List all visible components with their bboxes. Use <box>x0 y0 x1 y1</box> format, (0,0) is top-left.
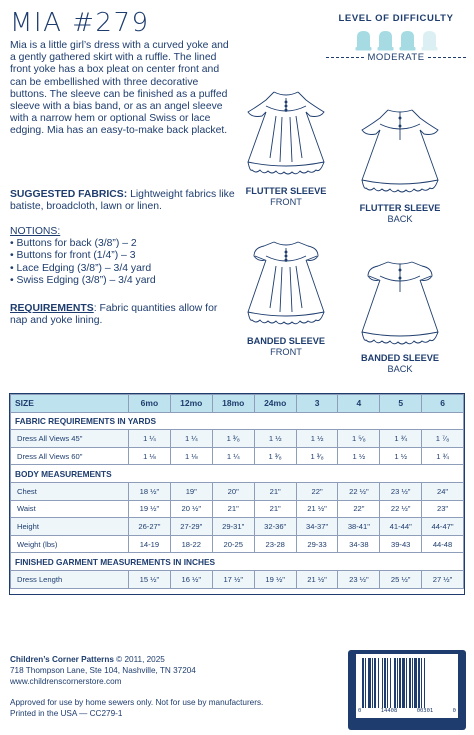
table-cell: 34-37" <box>296 518 338 536</box>
table-cell: 27-29" <box>170 518 212 536</box>
table-cell: 18-22 <box>170 535 212 553</box>
requirements-heading: REQUIREMENTS <box>10 303 94 314</box>
row-label: Weight (lbs) <box>11 535 129 553</box>
column-header: 6mo <box>129 395 171 413</box>
section-title: FABRIC REQUIREMENTS IN YARDS <box>11 412 464 430</box>
table-cell: 44-48 <box>422 535 464 553</box>
table-cell: 23 ½" <box>380 482 422 500</box>
table-row <box>11 570 464 588</box>
publisher-info <box>10 655 196 687</box>
difficulty-thimbles <box>326 29 466 51</box>
table-cell: 1 ⅛ <box>129 447 171 465</box>
view-label-flutter-back <box>348 203 452 224</box>
column-header: 6 <box>422 395 464 413</box>
list-item: • Lace Edging (3/8”) – 3/4 yard <box>10 262 152 274</box>
publisher-name: Children’s Corner Patterns <box>10 655 114 664</box>
divider <box>326 57 364 58</box>
table-cell: 21" <box>212 500 254 518</box>
barcode-digit-group: 0 <box>452 708 456 714</box>
table-section-row <box>11 465 464 483</box>
dress-banded-front-illustration <box>236 232 336 330</box>
table-cell: 24" <box>422 482 464 500</box>
row-label: Chest <box>11 482 129 500</box>
row-label: Dress All Views 60" <box>11 447 129 465</box>
table-section-row <box>11 412 464 430</box>
table-cell: 1 ¾ <box>380 430 422 448</box>
table-row <box>11 500 464 518</box>
view-side: BACK <box>387 363 413 374</box>
barcode-digit-group: 14408 <box>380 708 398 714</box>
divider <box>428 57 466 58</box>
table-cell: 20-25 <box>212 535 254 553</box>
table-cell: 19 ½" <box>254 570 296 588</box>
table-row <box>11 482 464 500</box>
table-cell: 27 ½" <box>422 570 464 588</box>
thimble-icon <box>398 29 417 51</box>
publisher-address: 718 Thompson Lane, Ste 104, Nashville, TN 37204 <box>10 665 196 675</box>
difficulty-level: MODERATE <box>367 52 425 63</box>
barcode-bar <box>425 658 426 708</box>
usage-notice: Approved for use by home sewers only. Not for use by manufacturers. <box>10 698 264 707</box>
view-label-banded-front <box>234 336 338 357</box>
view-name: BANDED SLEEVE <box>246 336 326 346</box>
legal-notice <box>10 698 263 720</box>
table-row <box>11 535 464 553</box>
table-cell: 1 ³⁄₈ <box>212 430 254 448</box>
table-cell: 34-38 <box>338 535 380 553</box>
column-header: SIZE <box>11 395 129 413</box>
table-cell: 1 ⁷⁄₈ <box>422 430 464 448</box>
table-cell: 16 ½" <box>170 570 212 588</box>
table-cell: 23 ½" <box>338 570 380 588</box>
view-side: FRONT <box>270 346 302 357</box>
table-cell: 21" <box>254 482 296 500</box>
requirements <box>10 303 236 327</box>
table-cell: 17 ½" <box>212 570 254 588</box>
view-side: FRONT <box>270 196 302 207</box>
table-cell: 19" <box>170 482 212 500</box>
column-header: 24mo <box>254 395 296 413</box>
copyright: © 2011, 2025 <box>113 655 165 664</box>
table-cell: 1 ¼ <box>212 447 254 465</box>
pattern-description: Mia is a little girl’s dress with a curved yoke and a gently gathered skirt with a ruffle. The lined front yoke has a box pleat on center front and can be embellished with three decorative buttons. The sleeve can be finished as a puffed sleeve with a bias band, or as an angel sleeve with a narrow hem or optional Swiss or lace edging. Mia has an easy-to-make back placket. <box>10 40 229 137</box>
row-label: Waist <box>11 500 129 518</box>
size-chart <box>9 393 465 595</box>
table-cell: 14-19 <box>129 535 171 553</box>
notions-heading: NOTIONS: <box>10 226 61 237</box>
table-cell: 44-47" <box>422 518 464 536</box>
row-label: Dress All Views 45" <box>11 430 129 448</box>
row-label: Dress Length <box>11 570 129 588</box>
dress-flutter-front-illustration <box>236 82 336 180</box>
table-cell: 22 ½" <box>338 482 380 500</box>
row-label: Height <box>11 518 129 536</box>
column-header: 3 <box>296 395 338 413</box>
table-cell: 29-31" <box>212 518 254 536</box>
table-cell: 1 ⁵⁄₈ <box>338 430 380 448</box>
table-cell: 23" <box>422 500 464 518</box>
dress-banded-back-illustration <box>350 252 450 350</box>
column-header: 12mo <box>170 395 212 413</box>
view-name: FLUTTER SLEEVE <box>359 203 441 213</box>
table-cell: 20" <box>212 482 254 500</box>
table-cell: 39-43 <box>380 535 422 553</box>
table-cell: 1 ¾ <box>422 447 464 465</box>
barcode-digits <box>358 708 456 714</box>
table-cell: 25 ½" <box>380 570 422 588</box>
table-row <box>11 430 464 448</box>
thimble-icon <box>376 29 395 51</box>
table-cell: 1 ½ <box>338 447 380 465</box>
table-cell: 41-44" <box>380 518 422 536</box>
table-cell: 38-41" <box>338 518 380 536</box>
section-title: BODY MEASUREMENTS <box>11 465 464 483</box>
table-row <box>11 447 464 465</box>
table-cell: 1 ¼ <box>170 430 212 448</box>
barcode-bars <box>362 658 452 708</box>
barcode <box>348 650 466 730</box>
view-side: BACK <box>387 213 413 224</box>
table-cell: 22 ½" <box>380 500 422 518</box>
table-cell: 15 ½" <box>129 570 171 588</box>
table-row <box>11 518 464 536</box>
table-cell: 1 ¼ <box>129 430 171 448</box>
table-cell: 22" <box>338 500 380 518</box>
view-label-flutter-front <box>234 186 338 207</box>
table-cell: 20 ½" <box>170 500 212 518</box>
requirements-text: : Fabric quantities allow for nap and yoke lining. <box>10 303 218 327</box>
column-header: 4 <box>338 395 380 413</box>
notions-list <box>10 226 236 287</box>
printed-info: Printed in the USA — CC279-1 <box>10 708 123 718</box>
table-cell: 32-36" <box>254 518 296 536</box>
list-item: • Buttons for back (3/8”) – 2 <box>10 238 137 250</box>
list-item: • Swiss Edging (3/8”) – 3/4 yard <box>10 274 156 286</box>
difficulty-indicator <box>326 13 466 63</box>
publisher-website[interactable]: www.childrenscornerstore.com <box>10 676 122 686</box>
thimble-icon <box>420 29 439 51</box>
table-cell: 23-28 <box>254 535 296 553</box>
table-cell: 19 ½" <box>129 500 171 518</box>
table-cell: 21 ½" <box>296 500 338 518</box>
section-title: FINISHED GARMENT MEASUREMENTS IN INCHES <box>11 553 464 571</box>
table-cell: 1 ½ <box>254 430 296 448</box>
barcode-digit-group: 0 <box>358 708 362 714</box>
view-label-banded-back <box>348 353 452 374</box>
table-cell: 29-33 <box>296 535 338 553</box>
fabrics-text: Lightweight fabrics like batiste, broadcloth, lawn or linen. <box>10 189 235 213</box>
barcode-digit-group: 00301 <box>416 708 434 714</box>
table-cell: 1 ½ <box>296 430 338 448</box>
column-header: 18mo <box>212 395 254 413</box>
suggested-fabrics <box>10 189 236 213</box>
view-name: BANDED SLEEVE <box>360 353 440 363</box>
table-cell: 26-27" <box>129 518 171 536</box>
table-cell: 18 ½" <box>129 482 171 500</box>
column-header: 5 <box>380 395 422 413</box>
table-cell: 1 ³⁄₈ <box>254 447 296 465</box>
thimble-icon <box>354 29 373 51</box>
table-section-row <box>11 553 464 571</box>
pattern-title: MIA #279 <box>10 8 150 38</box>
table-cell: 21" <box>254 500 296 518</box>
view-name: FLUTTER SLEEVE <box>245 186 327 196</box>
fabrics-heading: SUGGESTED FABRICS: <box>10 189 128 200</box>
table-cell: 22" <box>296 482 338 500</box>
difficulty-label: LEVEL OF DIFFICULTY <box>338 13 454 24</box>
list-item: • Buttons for front (1/4”) – 3 <box>10 250 136 262</box>
table-header-row <box>11 395 464 413</box>
table-cell: 1 ½ <box>380 447 422 465</box>
table-cell: 1 ⅛ <box>170 447 212 465</box>
dress-flutter-back-illustration <box>350 100 450 198</box>
table-cell: 1 ³⁄₈ <box>296 447 338 465</box>
table-cell: 21 ½" <box>296 570 338 588</box>
